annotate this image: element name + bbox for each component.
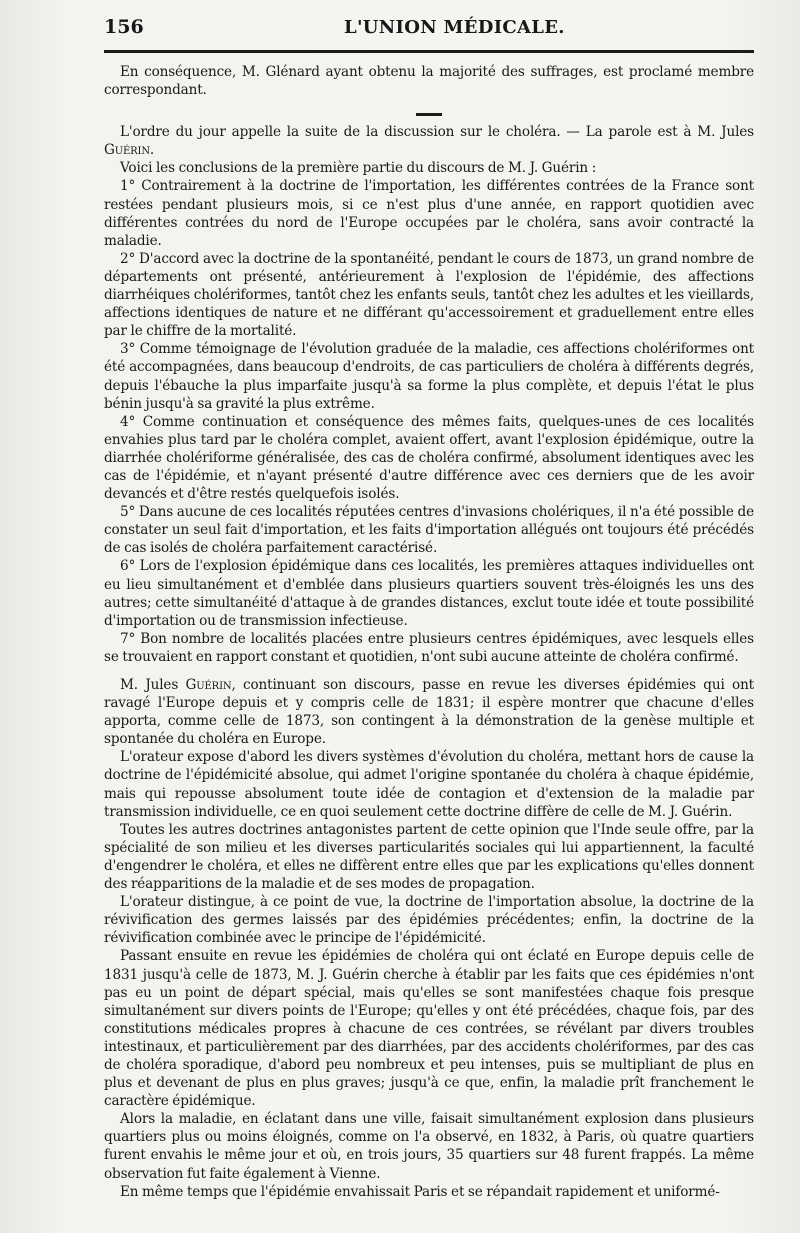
header-rule (104, 50, 754, 53)
speech-lead: M. Jules (120, 677, 186, 693)
article-body (104, 63, 754, 1201)
page-number: 156 (104, 16, 144, 38)
page-header (104, 16, 754, 46)
paragraph-epidemics-review: Passant ensuite en revue les épidémies de choléra qui ont éclaté en Europe depuis celle de 1831 jusqu'à celle de 1873, M. J. Guérin cherche à établir par les faits que ces épidémies n'ont pas eu un point de départ spécial, mais qu'elles se sont manifestées chaque fois presque simultanément sur divers points de l'Europe; qu'elles y ont été précédées, chaque fois, par des constitutions médicales propres à chacune de ces contrées, se révélant par divers troubles intestinaux, et particulièrement par des diarrhées, par des accidents cholériformes, par des cas de choléra sporadique, d'abord peu nombreux et peu intenses, puis se multipliant de plus en plus et devenant de plus en plus graves; jusqu'à ce que, enfin, la maladie prît franchement le caractère épidémique. (104, 948, 754, 1110)
paragraph-election: En conséquence, M. Glénard ayant obtenu la majorité des suffrages, est proclamé membre correspondant. (104, 64, 754, 99)
paragraph-speech-review (104, 676, 754, 748)
conclusion-item: 5° Dans aucune de ces localités réputées centres d'invasions cholériques, il n'a été possible de constater un seul fait d'importation, et les faits d'importation allégués ont toujours été précédés de cas isolés de choléra parfaitement caractérisé. (104, 504, 754, 557)
speaker-name: Guérin (185, 677, 232, 693)
paragraph-continuation: En même temps que l'épidémie envahissait Paris et se répandait rapidement et uniformé- (120, 1183, 720, 1200)
speaker-name: Guérin (104, 142, 150, 159)
conclusion-item: 2° D'accord avec la doctrine de la spontanéité, pendant le cours de 1873, un grand nombre de départements ont présenté, antérieurement à l'explosion de l'épidémie, des affections diarrhéiques cholériformes, tantôt chez les enfants seuls, tantôt chez les adultes et les vieillards, affections identiques de nature et ne différant qu'accessoirement et graduellement entre elles par le chiffre de la mortalité. (104, 250, 754, 340)
paragraph-systems: L'orateur expose d'abord les divers systèmes d'évolution du choléra, mettant hors de cause la doctrine de l'épidémicité absolue, qui admet l'origine spontanée du choléra à chaque épidémie, mais qui repousse absolument toute idée de contagion et d'extension de la maladie par transmission individuelle, ce en quoi seulement cette doctrine diffère de celle de M. J. Guérin. (104, 749, 754, 820)
section-gap (104, 666, 754, 676)
paragraph-doctrines: Toutes les autres doctrines antagonistes partent de cette opinion que l'Inde seule offre, par la spécialité de son milieu et les diverses particularités sociales qui lui appartiennent, la faculté d'engendrer le choléra, et elles ne diffèrent entre elles que par les explications qu'elles donnent des réapparitions de la maladie et de ses modes de propagation. (104, 821, 754, 893)
conclusion-item: 7° Bon nombre de localités placées entre plusieurs centres épidémiques, avec lesquels elles se trouvaient en rapport constant et quotidien, n'ont subi aucune atteinte de choléra confirmé. (104, 630, 754, 665)
paragraph-agenda (104, 123, 754, 159)
running-title: L'UNION MÉDICALE. (344, 17, 565, 38)
conclusion-item: 1° Contrairement à la doctrine de l'importation, les différentes contrées de la France sont restées pendant plusieurs mois, si ce n'est plus d'une année, en rapport quotidien avec différentes contrées du nord de l'Europe occupées par le choléra, sans avoir contracté la maladie. (104, 178, 754, 249)
conclusion-item: 3° Comme témoignage de l'évolution graduée de la maladie, ces affections cholériformes ont été accompagnées, dans beaucoup d'endroits, de cas particuliers de choléra à différents degrés, depuis l'ébauche la plus imparfaite jusqu'à sa forme la plus complète, et depuis l'état le plus bénin jusqu'à sa gravité la plus extrême. (104, 341, 754, 412)
conclusion-item: 4° Comme continuation et conséquence des mêmes faits, quelques-unes de ces localités envahies plus tard par le choléra complet, avaient offert, avant l'explosion épidémique, outre la diarrhée cholériforme généralisée, des cas de choléra confirmé, absolument identiques avec les cas de l'épidémie, et n'ayant présenté d'autre différence avec ces derniers que de les avoir devancés et d'être restés quelquefois isolés. (104, 413, 754, 503)
paragraph-distinctions: L'orateur distingue, à ce point de vue, la doctrine de l'importation absolue, la doctrine de la révivification des germes laissés par des épidémies précédentes; enfin, la doctrine de la révivification combinée avec le principe de l'épidémicité. (104, 894, 754, 947)
agenda-end: . (149, 142, 155, 159)
paragraph-paris-1832: Alors la maladie, en éclatant dans une ville, faisait simultanément explosion dans plusieurs quartiers plus ou moins éloignés, comme on l'a observé, en 1832, à Paris, où quatre quartiers furent envahis le même jour et où, en trois jours, 35 quartiers sur 48 furent frappés. La même observation fut faite également à Vienne. (104, 1111, 754, 1182)
speech-text: , continuant son discours, passe en revue les diverses épidémies qui ont ravagé l'Europe depuis et y compris celle de 1831; il espère montrer que chacune d'elles apporta, comme celle de 1873, son contingent à la démonstration de la genèse multiple et spontanée du choléra en Europe. (104, 677, 754, 748)
section-separator (416, 113, 442, 116)
conclusion-item: 6° Lors de l'explosion épidémique dans ces localités, les premières attaques individuelles ont eu lieu simultanément et d'emblée dans plusieurs quartiers souvent très-éloignés les uns des autres; cette simultanéité d'attaque à de grandes distances, exclut toute idée et toute possibilité d'importation ou de transmission infectieuse. (104, 558, 754, 629)
agenda-text: L'ordre du jour appelle la suite de la discussion sur le choléra. — La parole est à M. Jules (120, 124, 754, 141)
paragraph-intro-conclusions: Voici les conclusions de la première partie du discours de M. J. Guérin : (120, 160, 597, 177)
